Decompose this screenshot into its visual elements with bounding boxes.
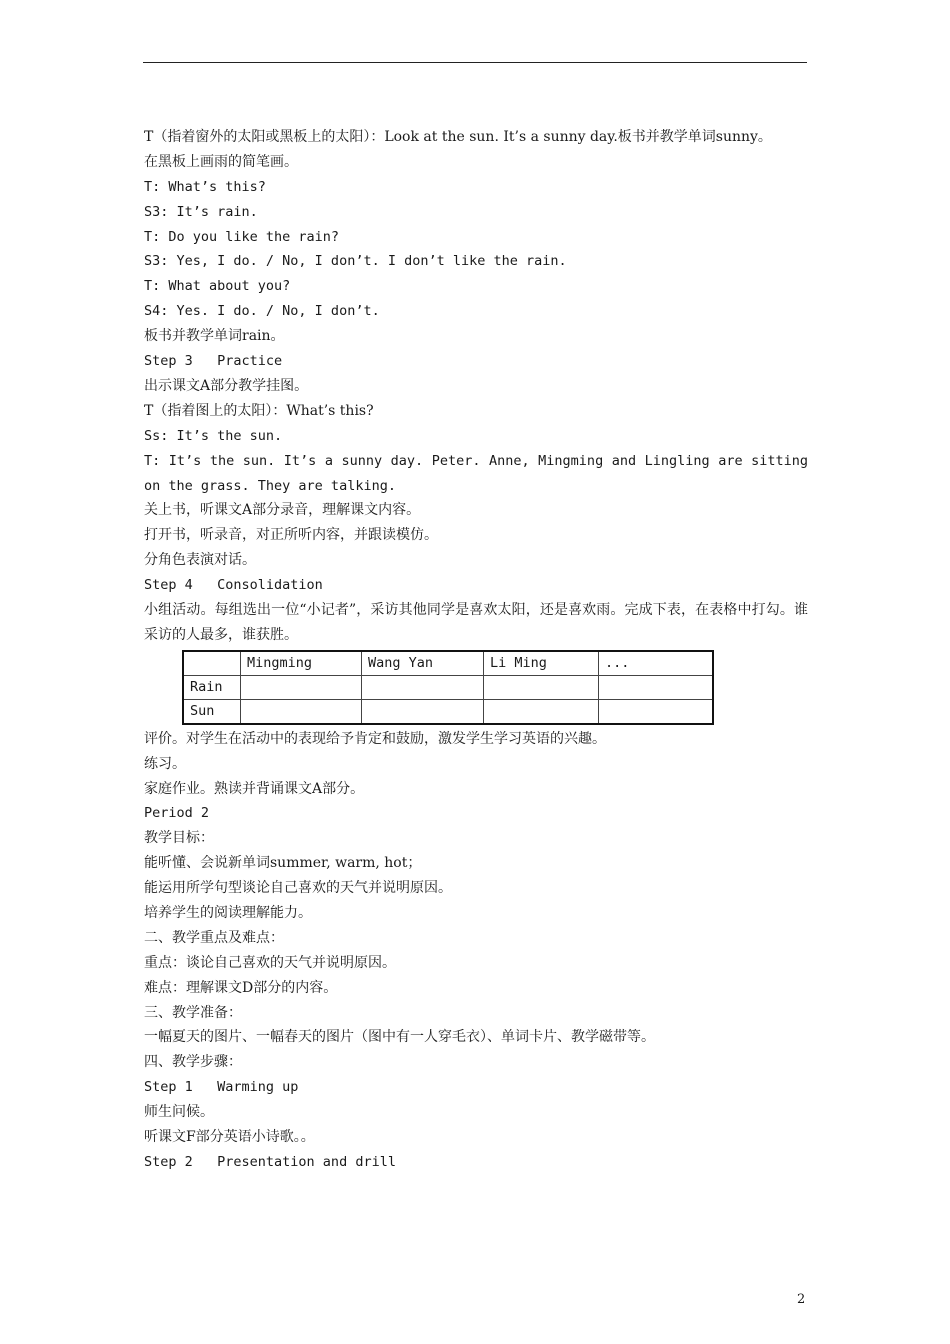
- text-line: Period 2: [144, 805, 210, 822]
- table-cell: Sun: [183, 699, 241, 724]
- table-cell: [484, 699, 599, 724]
- text-line: 能听懂、会说新单词summer, warm, hot；: [144, 855, 422, 872]
- table-cell: [183, 651, 241, 676]
- text-line: T: What about you?: [144, 278, 291, 295]
- table-cell: [241, 675, 362, 699]
- text-line: 关上书，听课文A部分录音，理解课文内容。: [144, 502, 421, 519]
- text-line: Step 1 Warming up: [144, 1079, 299, 1096]
- text-line: 练习。: [144, 755, 186, 772]
- table-row: [183, 675, 713, 699]
- text-line: 重点：谈论自己喜欢的天气并说明原因。: [144, 954, 396, 971]
- text-line: T（指着窗外的太阳或黑板上的太阳）：Look at the sun. It’s a sunny day.板书并教学单词sunny。: [144, 129, 772, 145]
- text-line: 分角色表演对话。: [144, 552, 256, 569]
- text-line: 教学目标：: [144, 830, 214, 847]
- table-row: [183, 699, 713, 724]
- header-rule: [143, 62, 807, 63]
- text-line: S4: Yes. I do. / No, I don’t.: [144, 303, 380, 320]
- text-line: 在黑板上画雨的简笔画。: [144, 153, 298, 170]
- text-line: 家庭作业。熟读并背诵课文A部分。: [144, 780, 365, 797]
- text-line: 评价。对学生在活动中的表现给予肯定和鼓励，激发学生学习英语的兴趣。: [144, 730, 606, 747]
- text-line: 出示课文A部分教学挂图。: [144, 377, 309, 394]
- text-line: 培养学生的阅读理解能力。: [144, 905, 312, 922]
- text-line: Step 2 Presentation and drill: [144, 1153, 396, 1170]
- text-line: 难点：理解课文D部分的内容。: [144, 979, 338, 996]
- text-line: Step 4 Consolidation: [144, 577, 323, 594]
- table-cell: ...: [599, 651, 714, 676]
- page-number: 2: [797, 1292, 806, 1307]
- table-cell: [599, 699, 714, 724]
- text-line: 二、教学重点及难点：: [144, 929, 284, 946]
- text-line: 打开书，听录音，对正所听内容，并跟读模仿。: [144, 527, 438, 544]
- text-line: Step 3 Practice: [144, 353, 283, 370]
- table-cell: [362, 675, 484, 699]
- text-line: 能运用所学句型谈论自己喜欢的天气并说明原因。: [144, 880, 452, 897]
- table-cell: [484, 675, 599, 699]
- table-cell: Rain: [183, 675, 241, 699]
- table-header-row: [183, 651, 713, 676]
- text-line: 三、教学准备：: [144, 1004, 242, 1021]
- text-line: 一幅夏天的图片、一幅春天的图片（图中有一人穿毛衣）、单词卡片、教学磁带等。: [144, 1029, 655, 1046]
- text-block-top: [144, 125, 808, 648]
- table-cell: Wang Yan: [362, 651, 484, 676]
- text-block-bottom: [144, 727, 808, 1175]
- table-cell: [599, 675, 714, 699]
- text-line: S3: Yes, I do. / No, I don’t. I don’t like the rain.: [144, 253, 567, 270]
- survey-table: [182, 650, 714, 725]
- text-line: 听课文F部分英语小诗歌。。: [144, 1129, 315, 1146]
- text-line: T: It’s the sun. It’s a sunny day. Peter. Anne, Mingming and Lingling are sitting on the grass. They are talking.: [144, 452, 808, 494]
- text-line: T: What’s this?: [144, 178, 266, 195]
- text-line: 小组活动。每组选出一位“小记者”，采访其他同学是喜欢太阳，还是喜欢雨。完成下表，在表格中打勾。谁采访的人最多，谁获胜。: [144, 601, 808, 643]
- text-line: T: Do you like the rain?: [144, 228, 340, 245]
- table-cell: [362, 699, 484, 724]
- document-body: [144, 125, 808, 1175]
- text-line: T（指着图上的太阳）：What’s this?: [144, 402, 374, 419]
- text-line: S3: It’s rain.: [144, 203, 258, 220]
- text-line: 板书并教学单词rain。: [144, 328, 285, 345]
- text-line: 四、教学步骤：: [144, 1054, 242, 1071]
- table-cell: Li Ming: [484, 651, 599, 676]
- table-cell: Mingming: [241, 651, 362, 676]
- table-cell: [241, 699, 362, 724]
- text-line: Ss: It’s the sun.: [144, 427, 283, 444]
- text-line: 师生问候。: [144, 1104, 214, 1121]
